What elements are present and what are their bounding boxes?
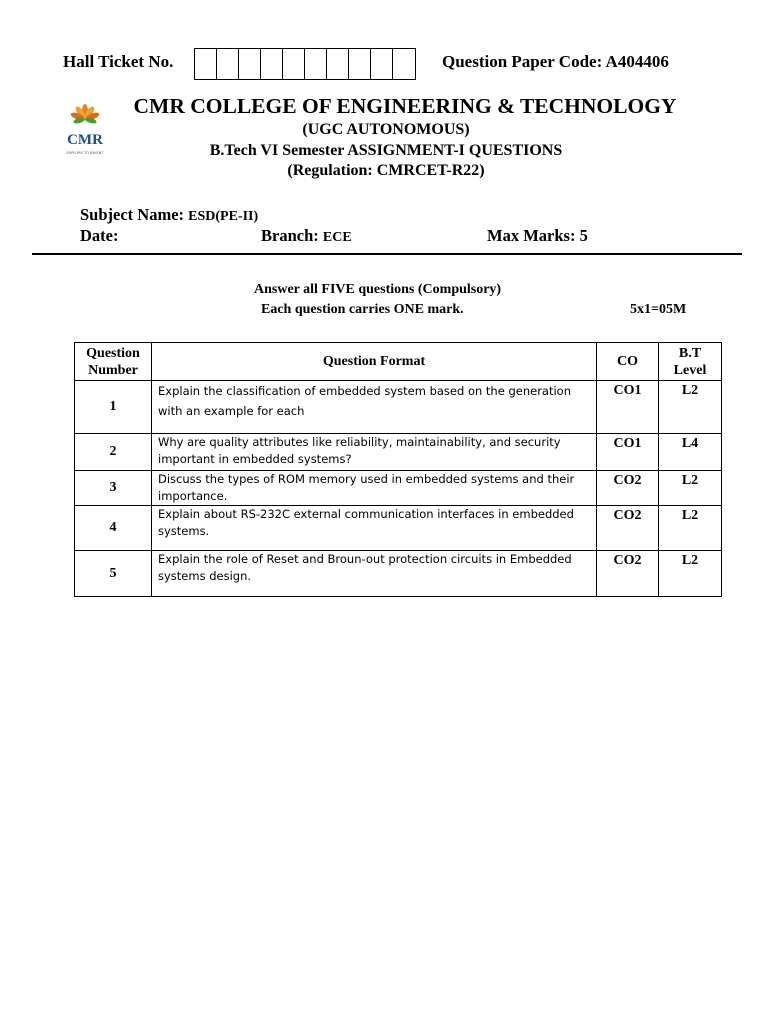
ticket-digit-box [349,49,371,79]
instruction-answer-all: Answer all FIVE questions (Compulsory) [254,282,502,297]
table-row [75,381,722,434]
header-co: CO [597,343,659,381]
question-paper-code: Question Paper Code: A404406 [442,52,669,71]
header-question-format: Question Format [152,343,597,381]
question-number: 3 [75,471,152,506]
autonomous-status: (UGC AUTONOMOUS) [302,121,470,138]
question-text: Why are quality attributes like reliability, maintainability, and security important in embedded systems? [152,434,597,471]
question-co: CO2 [597,506,659,551]
table-row [75,471,722,506]
question-bt-level: L4 [659,434,722,471]
table-header-row [75,343,722,381]
header-divider [32,253,742,255]
branch-label: Branch: [261,226,323,245]
branch-value: ECE [322,230,352,245]
ticket-digit-box [305,49,327,79]
ticket-digit-box [217,49,239,79]
subject-name [80,205,258,225]
table-row [75,551,722,597]
hall-ticket-label: Hall Ticket No. [63,52,174,71]
question-co: CO2 [597,471,659,506]
question-number: 1 [75,381,152,434]
college-name: CMR COLLEGE OF ENGINEERING & TECHNOLOGY [133,94,677,118]
question-co: CO1 [597,381,659,434]
hall-ticket-boxes [194,48,416,80]
table-row [75,506,722,551]
question-bt-level: L2 [659,471,722,506]
question-text: Explain the role of Reset and Broun-out protection circuits in Embedded systems design. [152,551,597,597]
question-text: Explain the classification of embedded system based on the generation with an example for each [152,381,597,434]
question-number: 2 [75,434,152,471]
question-bt-level: L2 [659,506,722,551]
logo-tagline: EXPLORE TO INVENT [66,151,104,155]
logo-text: CMR [67,132,103,148]
question-bt-level: L2 [659,381,722,434]
question-co: CO1 [597,434,659,471]
question-text: Discuss the types of ROM memory used in embedded systems and their importance. [152,471,597,506]
ticket-digit-box [239,49,261,79]
question-co: CO2 [597,551,659,597]
table-row [75,434,722,471]
subject-value: ESD(PE-II) [188,209,259,224]
ticket-digit-box [261,49,283,79]
marks-formula: 5x1=05M [630,302,687,317]
subject-label: Subject Name: [80,205,189,224]
header-bt-level: B.T Level [659,343,722,381]
ticket-digit-box [327,49,349,79]
max-marks: Max Marks: 5 [487,226,588,245]
ticket-digit-box [195,49,217,79]
question-number: 5 [75,551,152,597]
ticket-digit-box [371,49,393,79]
branch [261,226,352,246]
ticket-digit-box [393,49,415,79]
ticket-digit-box [283,49,305,79]
instruction-one-mark: Each question carries ONE mark. [261,302,464,317]
question-number: 4 [75,506,152,551]
question-text: Explain about RS-232C external communication interfaces in embedded systems. [152,506,597,551]
questions-table [74,342,722,597]
question-bt-level: L2 [659,551,722,597]
date-label: Date: [80,226,119,245]
assignment-title: B.Tech VI Semester ASSIGNMENT-I QUESTIONS [209,142,563,159]
regulation: (Regulation: CMRCET-R22) [287,162,485,179]
header-question-number: Question Number [75,343,152,381]
